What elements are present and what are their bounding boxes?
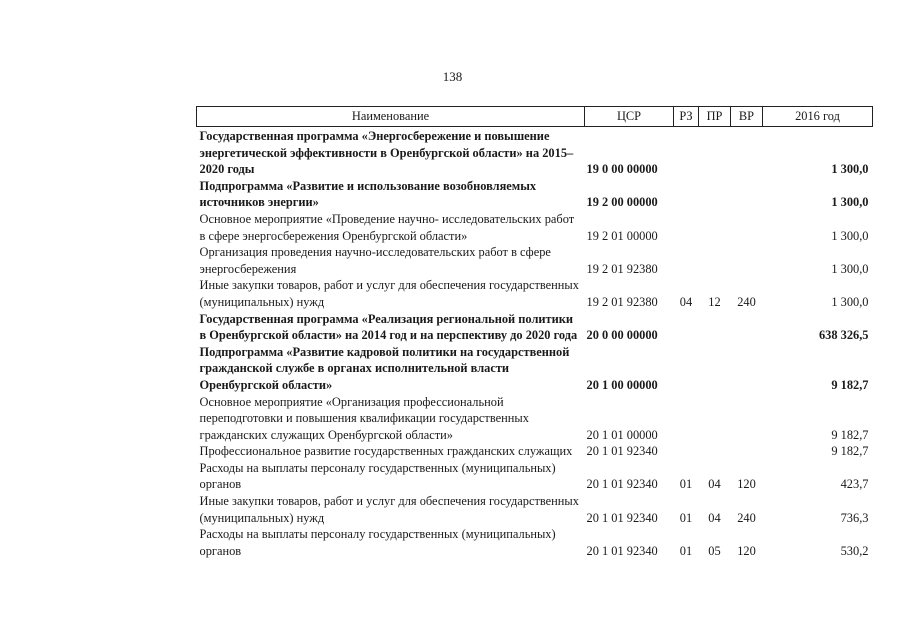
row-name: Иные закупки товаров, работ и услуг для обеспечения государственных (муниципальных) нужд	[199, 278, 579, 309]
row-rz-code	[674, 244, 699, 277]
row-name: Расходы на выплаты персоналу государственных (муниципальных) органов	[199, 527, 556, 558]
row-vr-code: 240	[737, 510, 756, 525]
row-pr-code	[699, 311, 731, 344]
row-rz-code: 01	[679, 510, 693, 525]
table-row	[197, 178, 873, 211]
header-vr: ВР	[731, 107, 763, 127]
row-amount: 1 300,0	[831, 228, 869, 243]
row-csr-code: 19 0 00 00000	[586, 162, 658, 177]
row-csr-code: 20 1 01 00000	[586, 427, 658, 442]
row-vr-code	[731, 244, 763, 277]
row-rz-code	[674, 127, 699, 178]
row-pr-code	[699, 178, 731, 211]
row-rz-code	[674, 344, 699, 394]
row-name: Подпрограмма «Развитие и использование возобновляемых источников энергии»	[199, 178, 537, 210]
table-row	[197, 127, 873, 178]
row-amount: 638 326,5	[818, 328, 869, 343]
row-rz-code: 04	[679, 294, 693, 309]
table-row	[197, 344, 873, 394]
header-csr: ЦСР	[585, 107, 674, 127]
row-rz-code: 01	[679, 543, 693, 558]
table-row	[197, 493, 873, 526]
row-csr-code: 20 1 01 92340	[586, 477, 658, 492]
row-csr-code: 19 2 01 00000	[586, 228, 658, 243]
row-pr-code	[699, 394, 731, 444]
row-amount: 1 300,0	[831, 195, 869, 210]
row-vr-code: 240	[737, 294, 756, 309]
row-csr-code: 20 1 01 92340	[586, 510, 658, 525]
table-row	[197, 460, 873, 493]
row-vr-code	[731, 211, 763, 244]
row-amount: 1 300,0	[831, 162, 869, 177]
row-pr-code	[699, 443, 731, 460]
row-vr-code	[731, 178, 763, 211]
row-pr-code	[699, 244, 731, 277]
row-rz-code	[674, 178, 699, 211]
row-name: Основное мероприятие «Проведение научно- исследовательских работ в сфере энергосбережения Оренбургской области»	[199, 211, 575, 243]
row-vr-code	[731, 394, 763, 444]
table-row	[197, 244, 873, 277]
table-row	[197, 311, 873, 344]
page-number: 138	[442, 69, 463, 84]
row-amount: 1 300,0	[831, 294, 869, 309]
row-csr-code: 19 2 01 92380	[586, 261, 658, 276]
table-row	[197, 211, 873, 244]
row-pr-code: 04	[708, 510, 721, 525]
row-vr-code	[731, 311, 763, 344]
row-name: Профессиональное развитие государственных гражданских служащих	[199, 444, 573, 459]
row-csr-code: 20 1 00 00000	[586, 377, 658, 392]
table-header	[197, 107, 873, 127]
row-amount: 9 182,7	[831, 427, 869, 442]
row-csr-code: 19 2 00 00000	[586, 195, 658, 210]
header-pr: ПР	[699, 107, 731, 127]
row-rz-code	[674, 311, 699, 344]
row-name: Основное мероприятие «Организация профессиональной переподготовки и повышения квалификации государственных гражданских служащих Оренбургской области»	[199, 394, 529, 442]
row-vr-code	[731, 127, 763, 178]
row-amount: 530,2	[840, 543, 869, 558]
header-row	[197, 107, 873, 127]
row-rz-code	[674, 394, 699, 444]
row-name: Государственная программа «Энергосбережение и повышение энергетической эффективности в Оренбургской области» на 2015–2020 годы	[199, 129, 574, 177]
row-vr-code: 120	[737, 477, 756, 492]
row-rz-code	[674, 443, 699, 460]
table-body	[197, 127, 873, 560]
row-pr-code: 05	[708, 543, 721, 558]
row-csr-code: 20 1 01 92340	[586, 543, 658, 558]
row-csr-code: 20 1 01 92340	[586, 444, 658, 459]
row-rz-code: 01	[679, 477, 693, 492]
row-name: Государственная программа «Реализация региональной политики в Оренбургской области» на 2014 год и на перспективу до 2020 года	[199, 311, 578, 343]
table-row	[197, 277, 873, 310]
row-rz-code	[674, 211, 699, 244]
row-amount: 736,3	[840, 510, 869, 525]
table-row	[197, 394, 873, 444]
row-csr-code: 20 0 00 00000	[586, 328, 658, 343]
row-vr-code: 120	[737, 543, 756, 558]
table-row	[197, 443, 873, 460]
row-pr-code	[699, 211, 731, 244]
row-amount: 9 182,7	[831, 377, 869, 392]
row-pr-code	[699, 344, 731, 394]
table-row	[197, 526, 873, 559]
row-name: Подпрограмма «Развитие кадровой политики на государственной гражданской службе в органах исполнительной власти Оренбургской области»	[199, 344, 570, 392]
header-year: 2016 год	[763, 107, 873, 127]
row-vr-code	[731, 443, 763, 460]
row-csr-code: 19 2 01 92380	[586, 294, 658, 309]
row-name: Иные закупки товаров, работ и услуг для обеспечения государственных (муниципальных) нужд	[199, 494, 579, 525]
row-pr-code: 12	[708, 294, 721, 309]
row-amount: 9 182,7	[831, 444, 869, 459]
row-name: Расходы на выплаты персоналу государственных (муниципальных) органов	[199, 460, 556, 492]
row-pr-code	[699, 127, 731, 178]
header-rz: РЗ	[674, 107, 699, 127]
row-pr-code: 04	[708, 477, 721, 492]
header-name: Наименование	[197, 107, 585, 127]
budget-table	[196, 106, 873, 559]
row-vr-code	[731, 344, 763, 394]
row-name: Организация проведения научно-исследовательских работ в сфере энергосбережения	[199, 245, 551, 276]
row-amount: 1 300,0	[831, 261, 869, 276]
row-amount: 423,7	[840, 477, 869, 492]
